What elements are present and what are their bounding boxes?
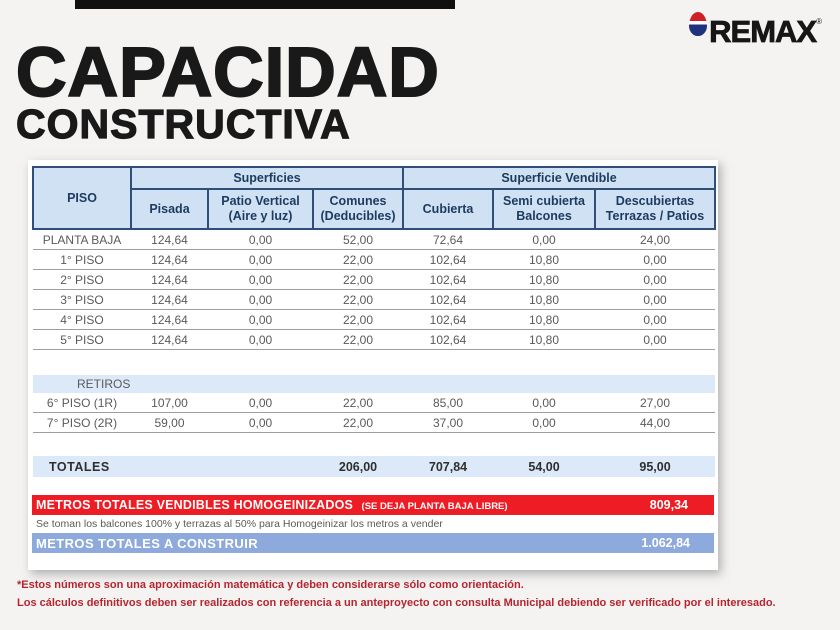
comunes-value: 22,00 — [313, 330, 403, 350]
retiro-floor-row — [33, 393, 715, 413]
patio-vertical-value: 0,00 — [208, 270, 313, 290]
column-header-patio-vertical — [208, 189, 313, 229]
disclaimer-line2: Los cálculos definitivos deben ser realizados con referencia a un anteproyecto con consulta Municipal debiendo ser verificado por el interesado. — [17, 597, 776, 610]
semi-cubierta-value: 10,80 — [493, 310, 595, 330]
floor-row — [33, 290, 715, 310]
descubiertas-value: 27,00 — [595, 393, 715, 413]
page-title — [16, 33, 440, 148]
floor-row — [33, 270, 715, 290]
capacity-table — [32, 166, 716, 477]
floor-label: PLANTA BAJA — [33, 229, 131, 250]
floor-row — [33, 250, 715, 270]
descubiertas-value: 0,00 — [595, 270, 715, 290]
homogenization-note: Se toman los balcones 100% y terrazas al 50% para Homogeinizar los metros a vender — [36, 518, 443, 530]
comunes-value: 22,00 — [313, 270, 403, 290]
floor-row — [33, 310, 715, 330]
spacer-row — [33, 433, 715, 457]
spacer — [33, 350, 715, 376]
floor-label: 6° PISO (1R) — [33, 393, 131, 413]
totals-comunes: 206,00 — [313, 456, 403, 477]
cubierta-value: 102,64 — [403, 310, 493, 330]
pisada-value: 124,64 — [131, 310, 208, 330]
registered-trademark-mark: ® — [816, 17, 822, 26]
header-line: Comunes — [329, 194, 387, 208]
retiros-section-label: RETIROS — [33, 375, 715, 393]
header-line: Semi cubierta — [503, 194, 585, 208]
floor-row — [33, 330, 715, 350]
totals-label: TOTALES — [33, 456, 313, 477]
pisada-value: 59,00 — [131, 413, 208, 433]
patio-vertical-value: 0,00 — [208, 250, 313, 270]
cubierta-value: 102,64 — [403, 290, 493, 310]
homogenized-total-label: METROS TOTALES VENDIBLES HOMOGEINIZADOS — [36, 498, 354, 512]
cubierta-value: 102,64 — [403, 330, 493, 350]
patio-vertical-value: 0,00 — [208, 229, 313, 250]
comunes-value: 22,00 — [313, 413, 403, 433]
header-line: (Aire y luz) — [228, 209, 293, 223]
floor-row — [33, 229, 715, 250]
retiro-floor-row — [33, 413, 715, 433]
column-group-superficies: Superficies — [131, 167, 403, 189]
remax-logo — [689, 16, 822, 47]
semi-cubierta-value: 0,00 — [493, 229, 595, 250]
cubierta-value: 37,00 — [403, 413, 493, 433]
floor-label: 7° PISO (2R) — [33, 413, 131, 433]
semi-cubierta-value: 0,00 — [493, 393, 595, 413]
pisada-value: 124,64 — [131, 330, 208, 350]
header-line: Patio Vertical — [221, 194, 300, 208]
comunes-value: 52,00 — [313, 229, 403, 250]
column-header-pisada — [131, 189, 208, 229]
totals-descubiertas: 95,00 — [595, 456, 715, 477]
cubierta-value: 72,64 — [403, 229, 493, 250]
patio-vertical-value: 0,00 — [208, 393, 313, 413]
totals-cubierta: 707,84 — [403, 456, 493, 477]
descubiertas-value: 24,00 — [595, 229, 715, 250]
semi-cubierta-value: 10,80 — [493, 250, 595, 270]
totals-row — [33, 456, 715, 477]
header-line: Descubiertas — [615, 194, 695, 208]
floor-label: 5° PISO — [33, 330, 131, 350]
total-to-build-band — [32, 533, 714, 553]
remax-logo-text: REMAX — [709, 14, 817, 49]
floor-label: 4° PISO — [33, 310, 131, 330]
spacer — [32, 477, 714, 495]
column-header-descubiertas — [595, 189, 715, 229]
comunes-value: 22,00 — [313, 250, 403, 270]
descubiertas-value: 0,00 — [595, 330, 715, 350]
spacer-row — [33, 350, 715, 376]
comunes-value: 22,00 — [313, 290, 403, 310]
patio-vertical-value: 0,00 — [208, 413, 313, 433]
semi-cubierta-value: 10,80 — [493, 330, 595, 350]
homogenized-total-text — [36, 496, 508, 514]
floor-label: 1° PISO — [33, 250, 131, 270]
column-header-piso: PISO — [33, 167, 131, 229]
homogenized-total-sublabel: (SE DEJA PLANTA BAJA LIBRE) — [361, 501, 508, 512]
comunes-value: 22,00 — [313, 393, 403, 413]
capacity-table-panel — [28, 160, 718, 570]
page-title-line1: CAPACIDAD — [16, 33, 440, 111]
descubiertas-value: 0,00 — [595, 250, 715, 270]
cubierta-value: 85,00 — [403, 393, 493, 413]
cubierta-value: 102,64 — [403, 270, 493, 290]
homogenized-total-band — [32, 495, 714, 515]
header-line: Terrazas / Patios — [605, 209, 705, 223]
remax-balloon-icon — [689, 12, 707, 36]
semi-cubierta-value: 10,80 — [493, 290, 595, 310]
patio-vertical-value: 0,00 — [208, 330, 313, 350]
header-line: Pisada — [149, 201, 190, 216]
semi-cubierta-value: 0,00 — [493, 413, 595, 433]
total-to-build-label: METROS TOTALES A CONSTRUIR — [36, 535, 259, 551]
disclaimer-line1: *Estos números son una aproximación matemática y deben considerarse sólo como orientación. — [17, 579, 524, 591]
spacer — [33, 433, 715, 457]
retiros-section-row — [33, 375, 715, 393]
descubiertas-value: 0,00 — [595, 290, 715, 310]
patio-vertical-value: 0,00 — [208, 290, 313, 310]
total-to-build-value: 1.062,84 — [641, 536, 690, 550]
comunes-value: 22,00 — [313, 310, 403, 330]
pisada-value: 124,64 — [131, 270, 208, 290]
cubierta-value: 102,64 — [403, 250, 493, 270]
column-header-cubierta — [403, 189, 493, 229]
page-title-line2: CONSTRUCTIVA — [16, 101, 351, 148]
header-line: Balcones — [516, 209, 572, 223]
pisada-value: 124,64 — [131, 250, 208, 270]
patio-vertical-value: 0,00 — [208, 310, 313, 330]
semi-cubierta-value: 10,80 — [493, 270, 595, 290]
header-line: Cubierta — [422, 201, 474, 216]
floor-label: 2° PISO — [33, 270, 131, 290]
descubiertas-value: 0,00 — [595, 310, 715, 330]
totals-semi-cubierta: 54,00 — [493, 456, 595, 477]
pisada-value: 107,00 — [131, 393, 208, 413]
column-header-comunes — [313, 189, 403, 229]
descubiertas-value: 44,00 — [595, 413, 715, 433]
header-line: (Deducibles) — [320, 209, 396, 223]
column-group-superficie-vendible: Superficie Vendible — [403, 167, 715, 189]
pisada-value: 124,64 — [131, 290, 208, 310]
top-accent-bar — [75, 0, 455, 9]
pisada-value: 124,64 — [131, 229, 208, 250]
homogenized-total-value: 809,34 — [649, 498, 688, 512]
disclaimer — [17, 576, 776, 612]
column-header-semi-cubierta — [493, 189, 595, 229]
floor-label: 3° PISO — [33, 290, 131, 310]
